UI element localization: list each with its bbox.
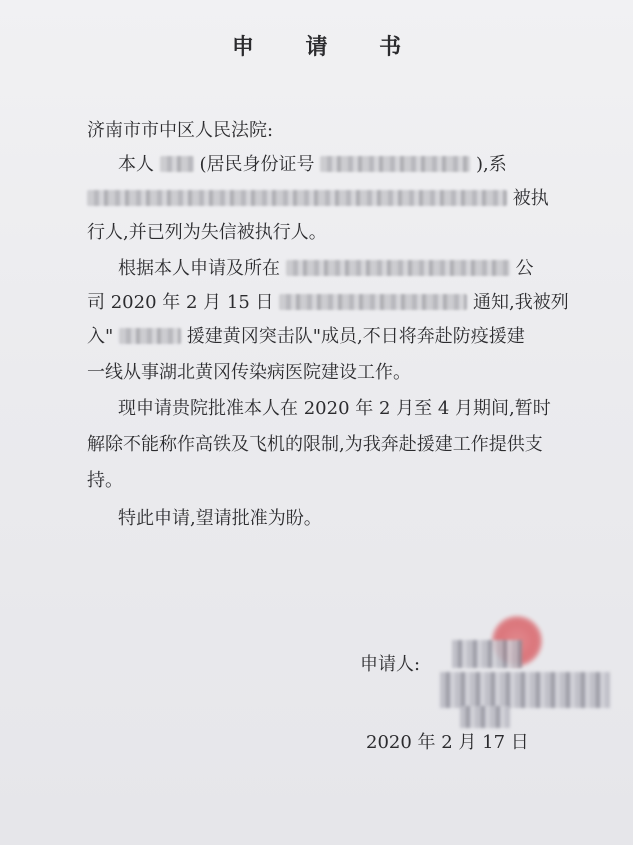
signature-stroke xyxy=(440,672,610,708)
applicant-label: 申请人: xyxy=(360,654,421,675)
redacted-text xyxy=(87,190,507,206)
redacted-signature-and-seal xyxy=(440,610,615,740)
redacted-company xyxy=(286,260,510,276)
closing-line: 特此申请,望请批准为盼。 xyxy=(118,508,322,529)
redacted-team-name xyxy=(119,328,181,344)
paragraph-2-line-3 xyxy=(87,324,525,350)
paragraph-1-line-3: 行人,并已列为失信被执行人。 xyxy=(87,222,327,243)
paragraph-2-line-2 xyxy=(87,290,569,316)
text-segment: ),系 xyxy=(475,154,507,175)
redacted-id-number xyxy=(320,156,470,172)
text-segment: 根据本人申请及所在 xyxy=(118,258,280,279)
paragraph-2-line-1 xyxy=(118,256,533,282)
text-segment: 本人 xyxy=(118,154,154,175)
addressee: 济南市市中区人民法院: xyxy=(87,120,274,141)
date: 2020 年 2 月 17 日 xyxy=(366,732,529,753)
signature-stroke xyxy=(460,706,510,728)
text-segment: 入" xyxy=(87,326,114,347)
text-segment: 公 xyxy=(515,258,534,279)
paragraph-3-line-3: 持。 xyxy=(87,470,123,491)
paragraph-3-line-1: 现申请贵院批准本人在 2020 年 2 月至 4 月期间,暂时 xyxy=(118,398,551,419)
paragraph-3-line-2: 解除不能称作高铁及飞机的限制,为我奔赴援建工作提供支 xyxy=(87,434,543,455)
document-title: 申 请 书 xyxy=(231,34,424,60)
text-segment: 援建黄冈突击队"成员,不日将奔赴防疫援建 xyxy=(186,326,525,347)
paragraph-2-line-4: 一线从事湖北黄冈传染病医院建设工作。 xyxy=(87,362,411,383)
text-segment: 通知,我被列 xyxy=(472,292,569,313)
text-segment: 司 2020 年 2 月 15 日 xyxy=(87,292,274,313)
paragraph-1-line-1 xyxy=(118,152,507,178)
text-segment: (居民身份证号 xyxy=(199,154,315,175)
paragraph-1-line-2 xyxy=(87,186,549,212)
redacted-text xyxy=(279,294,467,310)
text-segment: 被执 xyxy=(512,188,549,209)
redacted-name xyxy=(160,156,194,172)
signature-stroke xyxy=(452,640,522,668)
